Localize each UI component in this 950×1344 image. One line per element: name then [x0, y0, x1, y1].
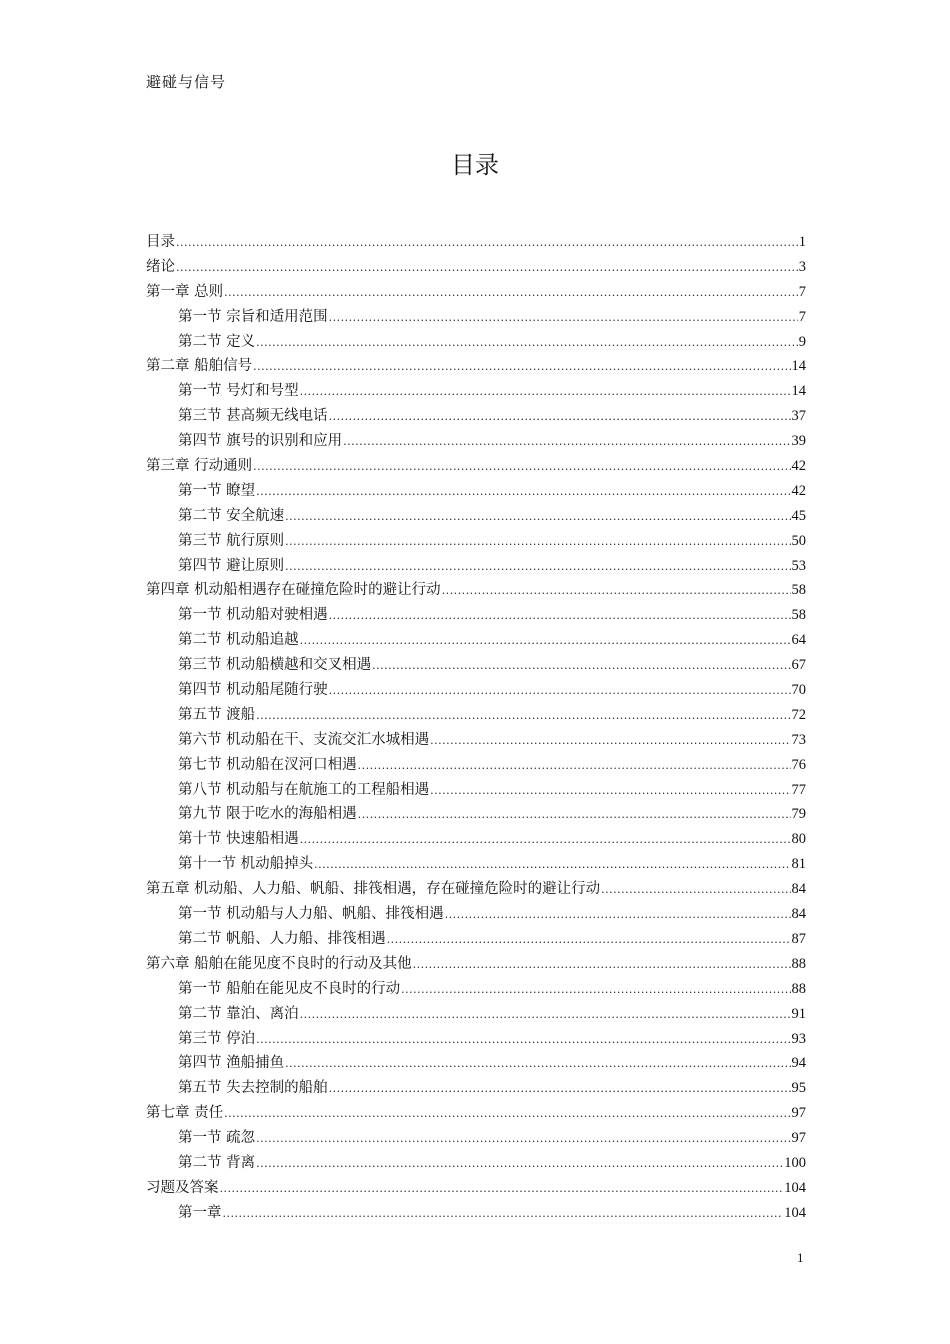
toc-leader-dots [256, 1127, 790, 1152]
toc-entry-page: 37 [791, 408, 806, 425]
toc-section-entry[interactable] [146, 1201, 806, 1226]
toc-leader-dots [256, 704, 790, 729]
toc-leader-dots [253, 355, 790, 380]
toc-entry-label: 第八节 机动船与在航施工的工程船相遇 [178, 781, 430, 798]
toc-section-entry[interactable] [146, 1027, 806, 1052]
toc-section-entry[interactable] [146, 1051, 806, 1076]
toc-leader-dots [285, 530, 790, 555]
toc-entry-label: 第四节 旗号的识别和应用 [178, 433, 343, 450]
toc-section-entry[interactable] [146, 330, 806, 355]
toc-leader-dots [387, 928, 791, 953]
toc-section-entry[interactable] [146, 902, 806, 927]
toc-entry-label: 第四节 机动船尾随行驶 [178, 682, 328, 699]
toc-entry-label: 第二节 背离 [178, 1154, 256, 1171]
toc-leader-dots [256, 1028, 790, 1053]
toc-entry-page: 79 [791, 806, 806, 823]
toc-entry-page: 87 [791, 930, 806, 947]
toc-leader-dots [442, 579, 791, 604]
toc-entry-page: 97 [791, 1105, 806, 1122]
toc-leader-dots [224, 281, 798, 306]
toc-chapter-entry[interactable] [146, 1176, 806, 1201]
toc-section-entry[interactable] [146, 728, 806, 753]
toc-leader-dots [445, 903, 791, 928]
toc-leader-dots [256, 1152, 783, 1177]
toc-section-entry[interactable] [146, 977, 806, 1002]
toc-entry-page: 76 [791, 756, 806, 773]
toc-entry-label: 第七章 责任 [146, 1105, 224, 1122]
toc-leader-dots [223, 1202, 784, 1227]
toc-chapter-entry[interactable] [146, 280, 806, 305]
toc-entry-page: 67 [791, 657, 806, 674]
toc-entry-page: 91 [791, 1005, 806, 1022]
toc-entry-label: 第五章 机动船、人力船、帆船、排筏相遇，存在碰撞危险时的避让行动 [146, 881, 601, 898]
toc-section-entry[interactable] [146, 504, 806, 529]
toc-leader-dots [256, 480, 790, 505]
toc-section-entry[interactable] [146, 404, 806, 429]
running-header: 避碰与信号 [146, 73, 227, 91]
toc-entry-label: 第一节 宗旨和适用范围 [178, 308, 328, 325]
toc-entry-page: 58 [791, 607, 806, 624]
toc-section-entry[interactable] [146, 1126, 806, 1151]
toc-leader-dots [176, 256, 798, 281]
toc-leader-dots [253, 455, 790, 480]
toc-leader-dots [176, 231, 798, 256]
toc-entry-page: 73 [791, 731, 806, 748]
toc-section-entry[interactable] [146, 603, 806, 628]
toc-entry-label: 第十节 快速船相遇 [178, 831, 299, 848]
toc-entry-label: 第九节 限于吃水的海船相遇 [178, 806, 357, 823]
toc-entry-page: 95 [791, 1080, 806, 1097]
toc-entry-label: 第一节 号灯和号型 [178, 383, 299, 400]
toc-entry-label: 第四章 机动船相遇存在碰撞危险时的避让行动 [146, 582, 441, 599]
toc-leader-dots [343, 430, 790, 455]
toc-leader-dots [329, 604, 791, 629]
toc-leader-dots [329, 405, 791, 430]
toc-leader-dots [300, 1003, 791, 1028]
toc-entry-page: 81 [791, 856, 806, 873]
page-number: 1 [797, 1250, 804, 1265]
toc-entry-page: 88 [791, 955, 806, 972]
toc-section-entry[interactable] [146, 628, 806, 653]
toc-entry-label: 目录 [146, 234, 175, 250]
toc-entry-page: 39 [791, 433, 806, 450]
toc-entry-label: 第一节 疏忽 [178, 1130, 256, 1147]
toc-leader-dots [430, 779, 790, 804]
toc-section-entry[interactable] [146, 927, 806, 952]
toc-entry-label: 第三章 行动通则 [146, 458, 253, 475]
toc-section-entry[interactable] [146, 1151, 806, 1176]
toc-leader-dots [329, 679, 791, 704]
toc-entry-label: 第六节 机动船在干、支流交汇水城相遇 [178, 731, 430, 748]
toc-entry-label: 第一章 总则 [146, 283, 224, 300]
toc-entry-label: 第六章 船舶在能见度不良时的行动及其他 [146, 955, 412, 972]
toc-section-entry[interactable] [146, 802, 806, 827]
toc-entry-label: 第二节 帆船、人力船、排筏相遇 [178, 930, 386, 947]
toc-leader-dots [358, 754, 791, 779]
toc-entry-page: 45 [791, 507, 806, 524]
toc-chapter-entry[interactable] [146, 230, 806, 255]
toc-leader-dots [401, 978, 790, 1003]
toc-entry-label: 第三节 机动船横越和交叉相遇 [178, 657, 372, 674]
toc-entry-page: 84 [791, 881, 806, 898]
toc-leader-dots [300, 828, 791, 853]
toc-entry-page: 84 [791, 906, 806, 923]
toc-chapter-entry[interactable] [146, 354, 806, 379]
toc-entry-label: 第十一节 机动船掉头 [178, 856, 314, 873]
toc-entry-label: 第一节 瞭望 [178, 482, 256, 499]
toc-entry-page: 14 [791, 358, 806, 375]
toc-section-entry[interactable] [146, 529, 806, 554]
toc-entry-label: 第一章 [178, 1204, 222, 1221]
toc-entry-page: 88 [791, 980, 806, 997]
toc-entry-label: 第一节 机动船与人力船、帆船、排筏相遇 [178, 906, 444, 923]
toc-entry-label: 第二节 机动船追越 [178, 632, 299, 649]
toc-section-entry[interactable] [146, 753, 806, 778]
toc-chapter-entry[interactable] [146, 1101, 806, 1126]
toc-entry-page: 97 [791, 1130, 806, 1147]
toc-entry-page: 77 [791, 781, 806, 798]
toc-entry-page: 14 [791, 383, 806, 400]
toc-entry-label: 第五节 渡船 [178, 706, 256, 723]
toc-leader-dots [256, 331, 798, 356]
toc-section-entry[interactable] [146, 429, 806, 454]
toc-section-entry[interactable] [146, 1002, 806, 1027]
toc-leader-dots [430, 729, 790, 754]
toc-entry-label: 第一节 船舶在能见皮不良时的行动 [178, 980, 401, 997]
toc-entry-label: 第三节 停泊 [178, 1030, 256, 1047]
toc-section-entry[interactable] [146, 653, 806, 678]
toc-entry-label: 第三节 甚高频无线电话 [178, 408, 328, 425]
toc-entry-page: 7 [798, 283, 806, 300]
toc-leader-dots [285, 1052, 790, 1077]
toc-leader-dots [220, 1177, 784, 1202]
toc-section-entry[interactable] [146, 852, 806, 877]
toc-entry-page: 104 [784, 1204, 806, 1221]
toc-entry-page: 42 [791, 482, 806, 499]
toc-leader-dots [358, 803, 791, 828]
toc-entry-page: 94 [791, 1055, 806, 1072]
toc-chapter-entry[interactable] [146, 952, 806, 977]
toc-leader-dots [300, 380, 791, 405]
toc-section-entry[interactable] [146, 678, 806, 703]
toc-entry-page: 53 [791, 557, 806, 574]
toc-entry-page: 70 [791, 682, 806, 699]
toc-entry-label: 第三节 航行原则 [178, 532, 285, 549]
toc-section-entry[interactable] [146, 379, 806, 404]
table-of-contents [146, 230, 806, 1226]
toc-chapter-entry[interactable] [146, 255, 806, 280]
toc-leader-dots [601, 878, 790, 903]
toc-title: 目录 [451, 151, 499, 179]
toc-section-entry[interactable] [146, 479, 806, 504]
toc-section-entry[interactable] [146, 703, 806, 728]
toc-entry-label: 习题及答案 [146, 1179, 219, 1196]
toc-entry-label: 第七节 机动船在汊河口相遇 [178, 756, 357, 773]
toc-leader-dots [372, 654, 790, 679]
toc-entry-label: 第二节 靠泊、离泊 [178, 1005, 299, 1022]
toc-section-entry[interactable] [146, 827, 806, 852]
toc-entry-label: 第五节 失去控制的船舶 [178, 1080, 328, 1097]
toc-section-entry[interactable] [146, 1076, 806, 1101]
toc-entry-label: 第二章 船舶信号 [146, 358, 253, 375]
toc-leader-dots [285, 555, 790, 580]
toc-entry-page: 100 [784, 1154, 806, 1171]
toc-section-entry[interactable] [146, 554, 806, 579]
toc-entry-page: 9 [798, 333, 806, 350]
toc-section-entry[interactable] [146, 778, 806, 803]
toc-leader-dots [314, 853, 790, 878]
toc-leader-dots [413, 953, 791, 978]
toc-entry-page: 64 [791, 632, 806, 649]
toc-leader-dots [300, 629, 791, 654]
toc-entry-page: 1 [798, 234, 806, 250]
toc-leader-dots [329, 1077, 791, 1102]
toc-entry-page: 50 [791, 532, 806, 549]
toc-entry-page: 72 [791, 706, 806, 723]
toc-chapter-entry[interactable] [146, 578, 806, 603]
toc-section-entry[interactable] [146, 305, 806, 330]
toc-entry-page: 58 [791, 582, 806, 599]
toc-leader-dots [224, 1102, 790, 1127]
toc-entry-label: 第二节 定义 [178, 333, 256, 350]
toc-chapter-entry[interactable] [146, 877, 806, 902]
toc-entry-page: 93 [791, 1030, 806, 1047]
toc-entry-page: 7 [798, 308, 806, 325]
toc-leader-dots [329, 306, 798, 331]
toc-entry-page: 3 [798, 258, 806, 275]
toc-entry-label: 第四节 避让原则 [178, 557, 285, 574]
toc-entry-label: 第一节 机动船对驶相遇 [178, 607, 328, 624]
toc-chapter-entry[interactable] [146, 454, 806, 479]
toc-entry-label: 第二节 安全航速 [178, 507, 285, 524]
toc-entry-page: 42 [791, 458, 806, 475]
toc-entry-page: 104 [784, 1179, 806, 1196]
toc-entry-label: 绪论 [146, 258, 175, 275]
toc-entry-label: 第四节 渔船捕鱼 [178, 1055, 285, 1072]
toc-entry-page: 80 [791, 831, 806, 848]
toc-leader-dots [285, 505, 790, 530]
